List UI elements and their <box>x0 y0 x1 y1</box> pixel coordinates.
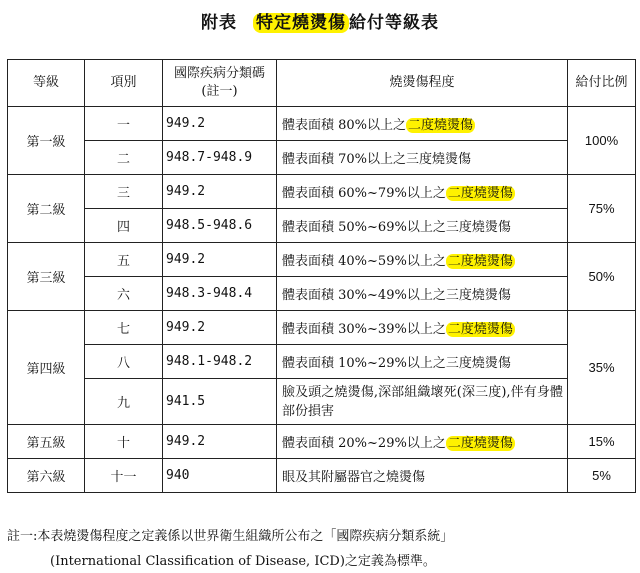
page-title <box>0 8 640 33</box>
table-header-row <box>8 60 636 107</box>
grade-cell: 第一級 <box>8 107 85 175</box>
highlight-mark: 二度燒燙傷 <box>447 186 513 201</box>
table-row <box>8 107 636 141</box>
code-cell: 949.2 <box>163 311 277 345</box>
highlight-mark: 二度燒燙傷 <box>447 436 513 451</box>
ratio-cell: 5% <box>568 459 636 493</box>
burn-grade-table <box>7 59 636 493</box>
title-prefix: 附表 <box>201 13 237 33</box>
code-cell: 948.1-948.2 <box>163 345 277 379</box>
table-row <box>8 243 636 277</box>
header-grade: 等級 <box>8 60 85 107</box>
code-cell: 941.5 <box>163 379 277 425</box>
item-cell: 二 <box>85 141 163 175</box>
ratio-cell: 50% <box>568 243 636 311</box>
footnote-line-1: 註一:本表燒燙傷程度之定義係以世界衛生組織所公布之「國際疾病分類系統」 <box>7 529 454 544</box>
degree-cell: 體表面積 30%~39%以上之 二度燒燙傷 <box>277 311 568 345</box>
degree-cell: 體表面積 30%~49%以上之三度燒燙傷 <box>277 277 568 311</box>
degree-cell: 體表面積 10%~29%以上之三度燒燙傷 <box>277 345 568 379</box>
table-row <box>8 277 636 311</box>
header-degree: 燒燙傷程度 <box>277 60 568 107</box>
highlight-mark: 二度燒燙傷 <box>447 322 513 337</box>
table-row <box>8 175 636 209</box>
degree-cell: 體表面積 80%以上之 二度燒燙傷 <box>277 107 568 141</box>
ratio-cell: 75% <box>568 175 636 243</box>
table-row <box>8 379 636 425</box>
title-suffix: 給付等級表 <box>349 13 439 33</box>
header-item: 項別 <box>85 60 163 107</box>
table-row <box>8 425 636 459</box>
item-cell: 六 <box>85 277 163 311</box>
degree-cell: 體表面積 70%以上之三度燒燙傷 <box>277 141 568 175</box>
highlight-mark: 二度燒燙傷 <box>447 254 513 269</box>
degree-cell: 體表面積 40%~59%以上之 二度燒燙傷 <box>277 243 568 277</box>
grade-cell: 第二級 <box>8 175 85 243</box>
footnote-line-2: (International Classification of Disease, ICD)之定義為標準。 <box>50 554 436 569</box>
code-cell: 949.2 <box>163 243 277 277</box>
title-highlight: 特定燒燙傷 <box>253 13 349 33</box>
code-cell: 948.7-948.9 <box>163 141 277 175</box>
code-cell: 949.2 <box>163 107 277 141</box>
grade-cell: 第五級 <box>8 425 85 459</box>
grade-cell: 第四級 <box>8 311 85 425</box>
code-cell: 940 <box>163 459 277 493</box>
item-cell: 九 <box>85 379 163 425</box>
table-row <box>8 311 636 345</box>
item-cell: 十一 <box>85 459 163 493</box>
item-cell: 八 <box>85 345 163 379</box>
degree-cell: 體表面積 50%~69%以上之三度燒燙傷 <box>277 209 568 243</box>
item-cell: 五 <box>85 243 163 277</box>
header-ratio: 給付比例 <box>568 60 636 107</box>
ratio-cell: 15% <box>568 425 636 459</box>
table-row <box>8 209 636 243</box>
item-cell: 三 <box>85 175 163 209</box>
ratio-cell: 35% <box>568 311 636 425</box>
code-cell: 949.2 <box>163 175 277 209</box>
highlight-mark: 二度燒燙傷 <box>408 118 474 133</box>
item-cell: 四 <box>85 209 163 243</box>
table-row <box>8 345 636 379</box>
header-code: 國際疾病分類碼 (註一) <box>163 60 277 107</box>
grade-cell: 第三級 <box>8 243 85 311</box>
degree-cell: 體表面積 60%~79%以上之 二度燒燙傷 <box>277 175 568 209</box>
table-row <box>8 141 636 175</box>
item-cell: 七 <box>85 311 163 345</box>
code-cell: 948.5-948.6 <box>163 209 277 243</box>
degree-cell: 眼及其附屬器官之燒燙傷 <box>277 459 568 493</box>
degree-cell: 臉及頭之燒燙傷,深部組織壞死(深三度),伴有身體部份損害 <box>277 379 568 425</box>
table-row <box>8 459 636 493</box>
code-cell: 948.3-948.4 <box>163 277 277 311</box>
item-cell: 一 <box>85 107 163 141</box>
item-cell: 十 <box>85 425 163 459</box>
degree-cell: 體表面積 20%~29%以上之 二度燒燙傷 <box>277 425 568 459</box>
ratio-cell: 100% <box>568 107 636 175</box>
code-cell: 949.2 <box>163 425 277 459</box>
grade-cell: 第六級 <box>8 459 85 493</box>
